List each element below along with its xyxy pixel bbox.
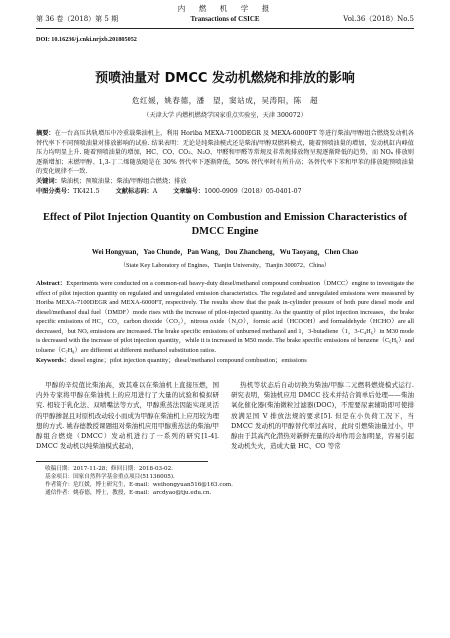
footnote-corresponding: 通信作者：姚春德，博士，教授，E-mail：arcdyao@tju.edu.cn. — [45, 490, 212, 497]
header-journal-cn: 内 燃 机 学 报 — [177, 4, 273, 13]
keywords-en-text: diesel engine；pilot injection quantity；diesel/methanol compound combustion；emissions — [70, 357, 307, 365]
abstract-en — [36, 279, 414, 355]
title-en: Effect of Pilot Injection Quantity on Combustion and Emission Characteristics of DMCC Engine — [43, 212, 407, 238]
article-id-field — [173, 187, 301, 197]
body-column-left — [36, 380, 233, 498]
keywords-cn-text: 柴油机；预喷油量；柴油/甲醇组合燃烧；排放 — [60, 177, 187, 185]
clc-label: 中图分类号： — [36, 187, 74, 195]
clc-field — [36, 187, 100, 197]
authors-en: Wei Hongyuan，Yao Chunde，Pan Wang，Dou Zhancheng，Wu Taoyang，Chen Chao — [91, 248, 359, 257]
keywords-cn-label: 关键词： — [36, 177, 61, 185]
footnote-received: 收稿日期：2017-11-28；修回日期：2018-03-02. — [45, 465, 173, 472]
header-issue-cn: 第 36 卷（2018）第 5 期 — [36, 15, 119, 23]
body-left-text: 甲醇的辛烷值比柴油高，致其难以在柴油机上直接压燃，国内外专家将甲醇在柴油机上的应用进行了大量的试验和模拟研究. 相较于乳化法、双喷嘴法等方式，甲醇熏蒸法因能实现灵活的甲醇掺混且对原机改动较小而成为甲醇在柴油机上应用较为理想的方式. 姚春德教授课题组对柴油机应用甲醇熏蒸法的柴油/甲醇组合燃烧（DMCC）发动机进行了一系列的研究[1-4]. DMCC 发动机以纯柴油模式起动， — [36, 380, 219, 451]
abstract-en-text: Experiments were conducted on a common-rail heavy-duty diesel/methanol compound combustion（DMCC）engine to investigate the effect of pilot injection quantity on regulated and unregulated emission characteristics. The regulated and unregulated emissions were measured by Horiba MEXA-7100DEGR and MEXA-6000FT, respectively. The results show that the peak in-cylinder pressure of both pure diesel mode and diesel/methanol dual fuel（DMDF）mode rises with the increase of pilot-injected quantity. As the quantity of pilot injection increases，the brake specific emissions of HC，CO，carbon dioxide（CO₂），nitrous oxide（N₂O），formic acid（HCOOH）and formaldehyde（HCHO）are all decreased，but NOₓ emissions are increased. The brake specific emissions of unburned methanol and 1，3-butadiene（1，3-C₄H₆）in M30 mode is decreased with the increase of pilot injection quantity，while it is increased in M50 mode. The brake specific emissions of benzene（C₆H₆）and toluene（C₇H₈）are different at different methanol substitution ratios. — [36, 280, 415, 354]
doc-code-label: 文献标志码： — [115, 187, 153, 195]
doc-code-value: A — [152, 187, 158, 195]
body-right-text: 热机等状态后自动切换为柴油/甲醇二元燃料燃烧模式运行. 研究表明，柴油机应用 DMCC 技术并结合简单后处理——柴油氧化催化器(柴油微粒过滤器(DOC)，不需要尿素辅助即可使排放满足国 V 排放法规的要求[5]. 但是在小负荷工况下，当 DMCC 发动机的甲醇替代率过高时，此时引燃柴油量过小，甲醇由于其高汽化潜热对新鲜充量的冷却作用会加明显，容易引起发动机失火，造成大量 HC、CO 等常 — [231, 380, 414, 451]
article-id-value: 1000-0909（2018）05-0401-07 — [204, 187, 302, 195]
article-id-label: 文章编号： — [173, 187, 205, 195]
keywords-cn — [36, 177, 414, 187]
meta-cn — [36, 187, 414, 197]
abstract-cn-label: 摘要： — [36, 130, 55, 137]
body-columns — [36, 380, 414, 498]
keywords-en — [36, 356, 414, 366]
running-header — [36, 0, 414, 29]
keywords-en-label: Keywords： — [36, 357, 71, 365]
affiliation-en: （State Key Laboratory of Engines，Tianjin University，Tianjin 300072，China） — [119, 262, 331, 270]
footnote-funding: 基金项目：国家自然科学基金重点项目(51136005). — [45, 473, 175, 480]
doc-code-field — [116, 187, 158, 197]
authors-cn: 危红媛，姚春德，潘 望，窦站成，吴涛阳，陈 超 — [131, 96, 319, 105]
abstract-cn — [36, 129, 414, 177]
header-journal-en: Transactions of CSICE — [190, 15, 260, 23]
clc-value: TK421.5 — [73, 187, 100, 195]
footnote — [36, 461, 233, 498]
title-cn: 预喷油量对 DMCC 发动机燃烧和排放的影响 — [95, 71, 355, 86]
doi: DOI: 10.16236/j.cnki.nrjxb.201805052 — [36, 36, 137, 43]
footnote-author: 作者简介：危红媛，博士研究生，E-mail：weihongyuan516@163.com. — [45, 482, 233, 489]
abstract-en-label: Abstract： — [36, 280, 67, 288]
header-issue-en: Vol.36（2018）No.5 — [343, 15, 414, 23]
abstract-cn-text: 在一台高压共轨增压中冷重载柴油机上，利用 Horiba MEXA-7100DEGR 及 MEXA-6000FT 等进行柴油/甲醇组合燃烧发动机各替代率下不同预喷油量对排放影响的试验. 结果表明：无论是纯柴油模式还是柴油/甲醇双燃料模式，随着预喷油量的增加，发动机缸内峰值压力均明显上升. 随着预喷油量的增加，HC、CO、CO₂、N₂O、甲醛和甲醛等常规及非常规排放物呈现逐渐降低的趋势，而 NOₓ 排放则逐渐增加；未燃甲醇、1,3-丁二烯随放随是在 30% 替代率下逐渐降低，50% 替代率时有所升高；各替代率下苯和甲苯的排放随预喷油量的变化规律不一致. — [36, 130, 414, 176]
body-column-right — [231, 380, 414, 498]
affiliation-cn: （天津大学 内燃机燃烧学国家重点实验室，天津 300072） — [143, 112, 307, 119]
